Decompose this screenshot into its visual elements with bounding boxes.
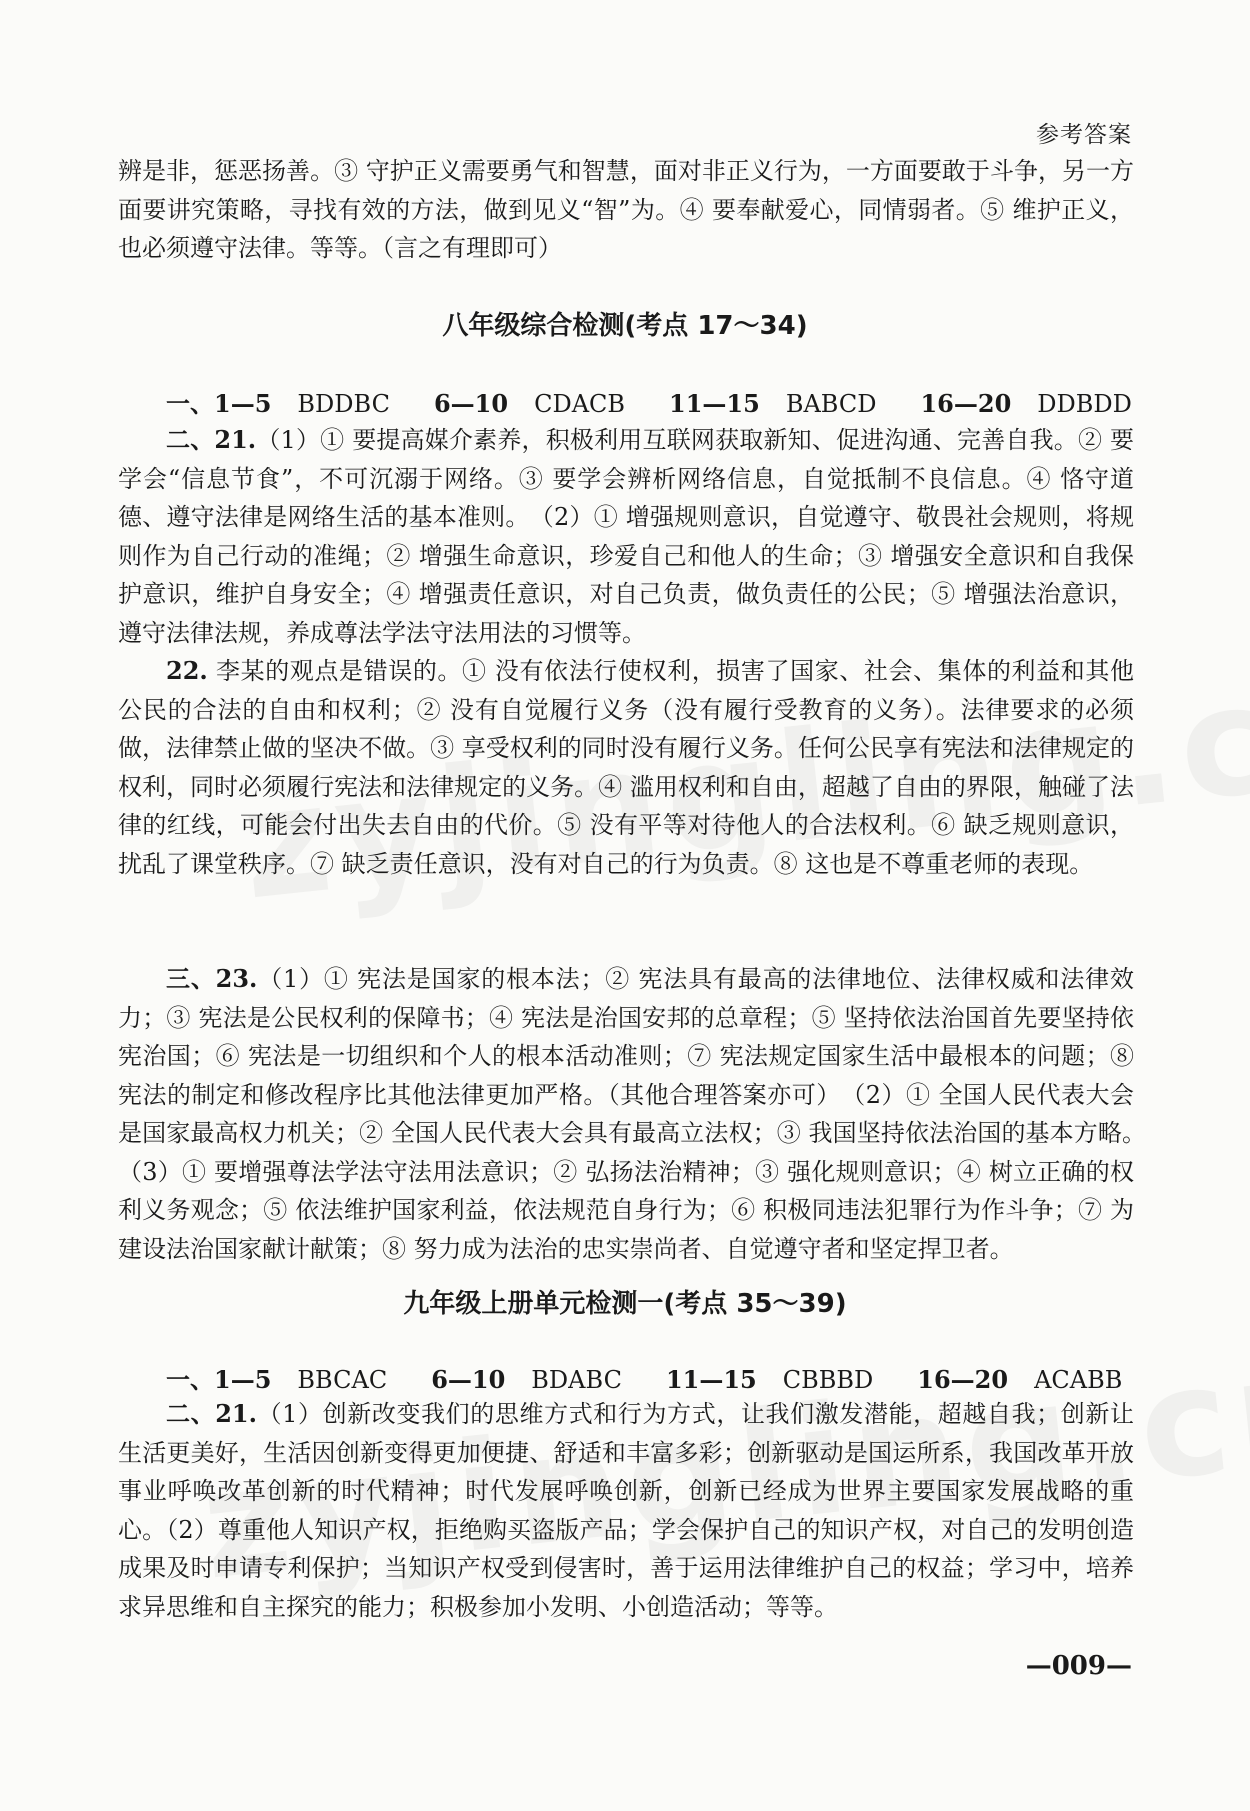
mc-answers: BDABC — [531, 1366, 622, 1394]
section2-q21 — [118, 1395, 1134, 1626]
mc-range: 16—20 — [917, 1365, 1009, 1394]
section1-q21 — [118, 421, 1134, 652]
section2-multiple-choice — [166, 1360, 1122, 1395]
mc-answers: CDACB — [534, 390, 626, 418]
mc-range: 6—10 — [431, 1365, 506, 1394]
q23-label: 三、23. — [166, 964, 258, 993]
mc-answers: CBBBD — [782, 1366, 874, 1394]
section1-multiple-choice — [166, 384, 1132, 419]
mc-answers: DDBDD — [1037, 390, 1132, 418]
section2-title: 九年级上册单元检测一(考点 35～39) — [403, 1289, 847, 1319]
mc-range: 6—10 — [433, 389, 509, 418]
q22-label: 22. — [166, 656, 208, 685]
intro-paragraph: 辨是非，惩恶扬善。③ 守护正义需要勇气和智慧，面对非正义行为，一方面要敢于斗争，另一方面要讲究策略，寻找有效的方法，做到见义“智”为。④ 要奉献爱心，同情弱者。⑤ 维护正义，也必须遵守法律。等等。（言之有理即可） — [118, 157, 1134, 262]
page-number: —009— — [1025, 1651, 1132, 1681]
mc-answers: ACABB — [1034, 1366, 1123, 1394]
mc-prefix: 一、 — [166, 1365, 214, 1394]
mc-range: 1—5 — [214, 1365, 272, 1394]
mc-range: 1—5 — [214, 389, 272, 418]
mc-range: 11—15 — [665, 1365, 757, 1394]
mc-prefix: 一、 — [166, 389, 214, 418]
mc-answers: BABCD — [785, 390, 877, 418]
q21-text: （1）创新改变我们的思维方式和行为方式，让我们激发潜能，超越自我；创新让生活更美好，生活因创新变得更加便捷、舒适和丰富多彩；创新驱动是国运所系，我国改革开放事业呼唤改革创新的时代精神；时代发展呼唤创新，创新已经成为世界主要国家发展战略的重心。（2）尊重他人知识产权，拒绝购买盗版产品；学会保护自己的知识产权，对自己的发明创造成果及时申请专利保护；当知识产权受到侵害时，善于运用法律维护自己的权益；学习中，培养求异思维和自主探究的能力；积极参加小发明、小创造活动；等等。 — [118, 1400, 1134, 1621]
q23-text: （1）① 宪法是国家的根本法；② 宪法具有最高的法律地位、法律权威和法律效力；③ 宪法是公民权利的保障书；④ 宪法是治国安邦的总章程；⑤ 坚持依法治国首先要坚持依宪治国；⑥ 宪法是一切组织和个人的根本活动准则；⑦ 宪法规定国家生活中最根本的问题；⑧ 宪法的制定和修改程序比其他法律更加严格。（其他合理答案亦可） （2）① 全国人民代表大会是国家最高权力机关；② 全国人民代表大会具有最高立法权；③ 我国坚持依法治国的基本方略。 （3）① 要增强尊法学法守法用法意识；② 弘扬法治精神；③ 强化规则意识；④ 树立正确的权利义务观念；⑤ 依法维护国家利益，依法规范自身行为；⑥ 积极同违法犯罪行为作斗争；⑦ 为建设法治国家献计献策；⑧ 努力成为法治的忠实崇尚者、自觉遵守者和坚定捍卫者。 — [118, 965, 1158, 1263]
section1-q23 — [118, 960, 1158, 1268]
q21-label: 二、21. — [166, 425, 257, 454]
q21-label: 二、21. — [166, 1399, 257, 1428]
header-label: 参考答案 — [1036, 122, 1132, 148]
section1-title: 八年级综合检测(考点 17～34) — [442, 311, 808, 341]
q21-text: （1）① 要提高媒介素养，积极利用互联网获取新知、促进沟通、完善自我。② 要学会“信息节食”，不可沉溺于网络。③ 要学会辨析网络信息，自觉抵制不良信息。④ 恪守道德、遵守法律是网络生活的基本准则。 （2）① 增强规则意识，自觉遵守、敬畏社会规则，将规则作为自己行动的准绳；② 增强生命意识，珍爱自己和他人的生命；③ 增强安全意识和自我保护意识，维护自身安全；④ 增强责任意识，对自己负责，做负责任的公民；⑤ 增强法治意识，遵守法律法规，养成尊法学法守法用法的习惯等。 — [118, 426, 1134, 647]
mc-answers: BDDBC — [297, 390, 390, 418]
mc-range: 11—15 — [669, 389, 760, 418]
mc-answers: BBCAC — [297, 1366, 388, 1394]
q22-text: 李某的观点是错误的。① 没有依法行使权利，损害了国家、社会、集体的利益和其他公民的合法的自由和权利；② 没有自觉履行义务（没有履行受教育的义务）。法律要求的必须做，法律禁止做的坚决不做。③ 享受权利的同时没有履行义务。任何公民享有宪法和法律规定的权利，同时必须履行宪法和法律规定的义务。④ 滥用权利和自由，超越了自由的界限，触碰了法律的红线，可能会付出失去自由的代价。⑤ 没有平等对待他人的合法权利。⑥ 缺乏规则意识，扰乱了课堂秩序。⑦ 缺乏责任意识，没有对自己的行为负责。⑧ 这也是不尊重老师的表现。 — [118, 657, 1134, 878]
mc-range: 16—20 — [920, 389, 1012, 418]
section1-q22 — [118, 652, 1134, 883]
